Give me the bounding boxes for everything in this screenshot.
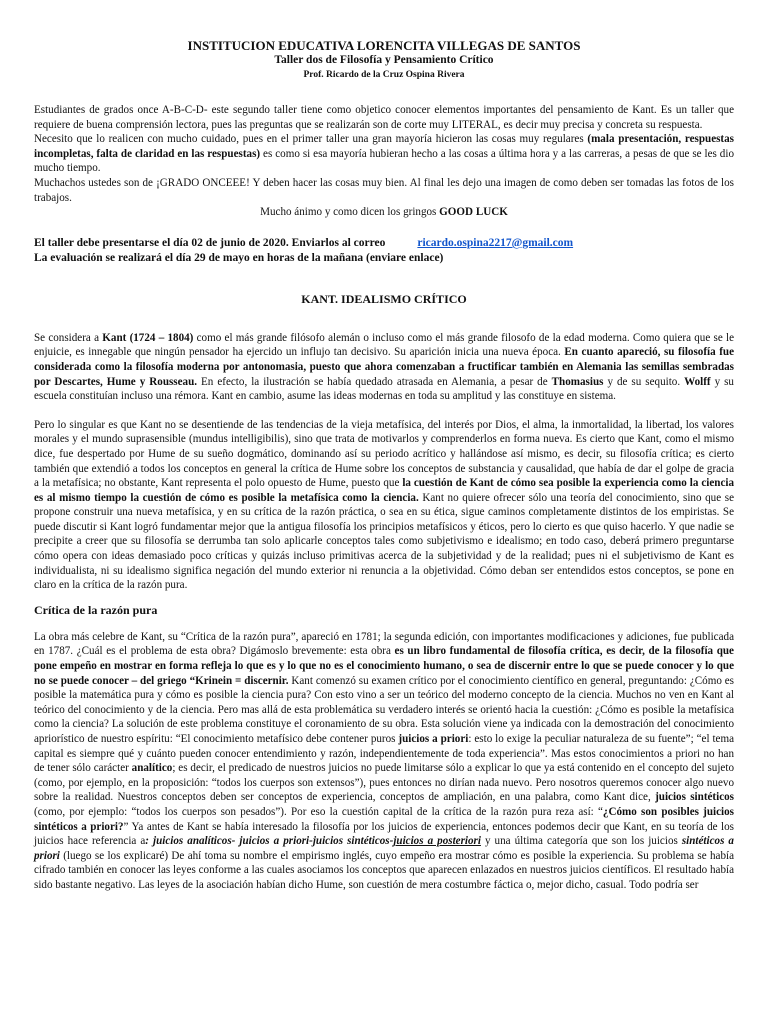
workshop-title: Taller dos de Filosofía y Pensamiento Crítico bbox=[274, 54, 494, 66]
subheading-critique: Crítica de la razón pura bbox=[34, 602, 158, 617]
intro-paragraph-2: Necesito que lo realicen con mucho cuidado, pues en el primer taller una gran mayoría hicieron las cosas muy regulares (mala presentación, respuestas incompletas, falta de claridad en las respuestas) es como si esa mayoría hubieran hecho a las cosas a última hora y a las carreras, a pesas de que se les dio mucho tiempo. bbox=[34, 133, 734, 175]
intro-paragraph-3: Muchachos ustedes son de ¡GRADO ONCEEE! Y deben hacer las cosas muy bien. Al final les dejo una imagen de como deben ser tomadas las fotos de los trabajos. bbox=[34, 176, 734, 204]
section-title: KANT. IDEALISMO CRÍTICO bbox=[301, 291, 467, 306]
good-luck-line: Mucho ánimo y como dicen los gringos GOOD LUCK bbox=[260, 206, 508, 219]
deadline-line: El taller debe presentarse el día 02 de junio de 2020. Enviarlos al correo ricardo.ospina2217@gmail.com bbox=[34, 236, 574, 249]
evaluation-line: La evaluación se realizará el día 29 de mayo en horas de la mañana (enviare enlace) bbox=[34, 251, 444, 264]
critique-paragraph: La obra más celebre de Kant, su “Crítica de la razón pura”, apareció en 1781; la segunda edición, con importantes modificaciones y adiciones, fue publicada en 1787. ¿Cuál es el problema de esta obra? Digámoslo brevemente: esta obra es un libro fundamental de filosofía crítica, es decir, de la filosofía que pone empeño en mostrar en forma refleja lo que es y lo que no es el conocimiento humano, o sea de discernir entre lo que se puede conocer y lo que no se puede conocer – del griego “Krinein = discernir. Kant comenzó su examen crítico por el conocimiento científico en general, preguntando: ¿Cómo es posible la matemática pura y cómo es posible la ciencia pura? Con esto vino a ser un teórico del moderno concepto de la ciencia. Muchos no ven en Kant al teórico del conocimiento y de la ciencia. Pero mas allá de esta problemática su verdadero interés se orientó hacia la cuestión: ¿Cómo es posible la metafísica como la ciencia? La solución de este problema constituye el coronamiento de su obra. Esta solución viene ya indicada con la demostración del conocimiento apriorístico de nuestro espíritu: “El conocimiento metafísico debe contener puros juicios a priori: esto lo exige la peculiar naturaleza de su fuente”; “el tema capital es siempre qué y cuánto pueden conocer entendimiento y razón, independientemente de toda experiencia”. Mas estos conocimientos a priori no han de tener sólo carácter analítico; es decir, el predicado de nuestros juicios no puede limitarse sólo a explicar lo que ya está contenido en el concepto del sujeto (como, por ejemplo, en la proposición: “todos los cuerpos son extensos”), pues entonces no dirían nada nuevo. Pero nosotros queremos conocer algo nuevo sobre la realidad. Nuestros conceptos deben ser conceptos de experiencia, conceptos de ampliación, en una palabra, como Kant dice, juicios sintéticos (como, por ejemplo: “todos los cuerpos son pesados”). Por eso la cuestión capital de la crítica de la razón pura reza así: “¿Cómo son posibles juicios sintéticos a priori?” Ya antes de Kant se había interesado la filosofía por los juicios de experiencia, entonces podemos decir que Kant, en su teoría de los juicios hace referencia a: juicios analíticos- juicios a priori-juicios sintéticos-juicios a posteriori y una última categoría que son los juicios sintéticos a priori (luego se los explicaré) De ahí toma su nombre el empirismo inglés, cuyo empeño era mostrar cómo es posible la experiencia. Su problema se había cifrado también en conocer las leyes conforme a las cuales asociamos los conceptos que aparecen enlazados en nuestros juicios científicos. El resultado había sido bastante negativo. Las leyes de la asociación habían dicho Hume, son cuestión de mera costumbre fáctica o, mejor dicho, casual. Todo podría ser bbox=[34, 630, 735, 891]
professor-name: Prof. Ricardo de la Cruz Ospina Rivera bbox=[303, 70, 465, 80]
kant-intro-paragraph: Se considera a Kant (1724 – 1804) como el más grande filósofo alemán o incluso como el más grande filosofo de la edad moderna. Como quiera que se le enjuicie, es innegable que ningún pensador ha ejercido un influjo tan decisivo. Su aparición inicia una nueva época. En cuanto apareció, su filosofía fue considerada como la filosofía moderna por antonomasia, puesto que ahora comenzaban a fructificar también en Alemania las semillas sembradas por Descartes, Hume y Rousseau. En efecto, la ilustración se había quedado atrasada en Alemania, a pesar de Thomasius y de su sequito. Wolff y su escuela constituían incluso una rémora. Kant en cambio, asume las ideas modernas en toda su amplitud y las constituye en sistema. bbox=[34, 331, 735, 403]
metaphysics-paragraph: Pero lo singular es que Kant no se desentiende de las tendencias de la vieja metafísica, del interés por Dios, el alma, la inmortalidad, la libertad, los valores morales y el mundo suprasensible (mundus intelligibilis), sino que trata de motivarlos y comprenderlos en forma nueva. Es cierto que Kant, como el mismo dice, fue despertado por Hume de su sueño dogmático, dominando así su periodo acrítico y hallándose así mismo, es decir, su filosofía crítica; es cierto también que extendió a todos los conceptos en general la crítica de Hume sobre los conceptos de substancia y causalidad, que había de dar el golpe de gracia a la metafísica; no obstante, Kant representa el polo opuesto de Hume, puesto que la cuestión de Kant de cómo sea posible la experiencia como la ciencia es al mismo tiempo la cuestión de cómo es posible la metafísica como la ciencia. Kant no quiere ofrecer sólo una teoría del conocimiento, sino que se propone construir una nueva metafísica, y en su crítica de la razón práctica, o sea en su ética, sigue caminos completamente distintos de los empiristas. Se puede discutir si Kant logró fundamentar mejor que la antigua filosofía los principios metafísicos y éticos, pero lo cierto es que quiso hacerlo. Y que nadie se precipite a creer que su filosofía se derrumba tan solo aplicarle conceptos tales como subjetivismo e idealismo; en todo caso, deberá primero preguntarse cómo opera con ideas demasiado poco críticas y quizás incluso primitivas acerca de la subjetividad y de la realidad; pues ni el subjetivismo de Kant es individualista, ni su idealismo significa negación del mundo exterior ni renuncia a la objetividad. Cómo deban ser entendidos estos conceptos, se pone en claro en la crítica de la razón pura. bbox=[34, 418, 734, 592]
email-link[interactable]: ricardo.ospina2217@gmail.com bbox=[417, 236, 574, 249]
institution-title: INSTITUCION EDUCATIVA LORENCITA VILLEGAS DE SANTOS bbox=[187, 38, 581, 53]
intro-paragraph-1: Estudiantes de grados once A-B-C-D- este segundo taller tiene como objetico conocer elementos importantes del pensamiento de Kant. Es un taller que requiere de buena comprensión lectora, pues las preguntas que se realizarán son de corte muy LITERAL, es decir muy precisa y concreta su respuesta. bbox=[34, 104, 734, 131]
